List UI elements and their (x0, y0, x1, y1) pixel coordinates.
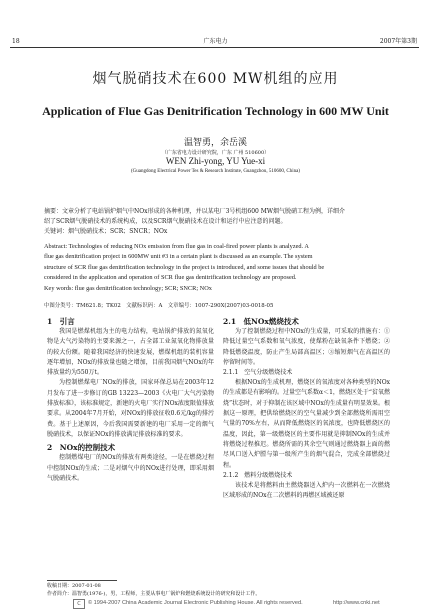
section-heading: 2.1 低NOx燃烧技术 (223, 317, 299, 326)
subsection-heading: 2.1.2 燃料分级燃烧技术 (223, 471, 293, 479)
issue-number: 2007年第3期 (379, 38, 417, 45)
keywords-label-chinese: 关键词： (44, 228, 69, 235)
journal-name: 广东电力 (203, 38, 228, 45)
footnote (47, 582, 260, 598)
left-column (47, 317, 214, 484)
affiliation-english: (Guangdong Electrical Power Tes & Research Institute, Guangzhou, 510600, China) (131, 169, 300, 174)
author-bio: 作者简介：温智勇(1976-)，男，工程师，主要从事电厂锅炉和燃烧系统设计的研究和设计工作。 (47, 591, 261, 597)
paragraph: 我国是燃煤机组为主的电力结构，电站锅炉排放的氮氧化物是大气污染物的主要来源之一，占全部工业氮氧化物排放量的较大份额。随着我国经济的快速发展，燃煤机组的装机容量逐年增加，NOx的排放量也随之增加，目前我国烟气NOx的年排放量约为550万t。 (47, 328, 214, 377)
affiliation-chinese: （广东省电力设计研究院，广东 广州 510600） (161, 150, 270, 156)
abstract-english-line: flue gas denitrification project in 600MW unit #3 in a certain plant is discussed as an example. The system (44, 253, 313, 261)
keywords-chinese: 烟气脱硝技术；SCR；SNCR；NOx (68, 228, 168, 235)
classification-line: 中图分类号：TM621.8；TK02 文献标识码：A 文章编号：1007-290X(2007)03-0018-05 (44, 303, 274, 309)
paragraph: 为控制燃煤电厂NOx的排放，国家环保总局在2003年12月发布了进一步修订的GB 13223—2003《火电厂大气污染物排放标准》，该标准规定，新建的火电厂实行NOx浓度限值排放要求。从2004年7月开始，对NOx的排放征收0.6元/kg的排污费。基于上述原因，今后我国需要新建的电厂采用一定的烟气脱硝技术，以保证NOx的排放满足排放标准的要求。 (47, 379, 214, 438)
section-heading: 2 NOx的控制技术 (47, 443, 116, 453)
abstract-english-line: structure of SCR flue gas denitrification technology in the project is introduced, and some issues that should be (44, 263, 325, 271)
footnote-rule (47, 580, 117, 581)
abstract-english (44, 242, 404, 294)
header-rule (10, 47, 419, 48)
keywords-label-english: Key words: (44, 284, 74, 292)
paragraph: 控制燃煤电厂的NOx的排放有两类途径，一是在燃烧过程中控制NOx的生成；二是对烟气中的NOx进行处理，即采用烟气脱硝技术。 (47, 454, 214, 482)
paragraph: 该技术是将燃料由主燃烧器送入炉内一次燃料在一次燃烧区域形成的NOx在二次燃料的再燃区域被还原 (223, 481, 390, 500)
page-number: 18 (12, 38, 20, 45)
abstract-chinese (44, 207, 404, 237)
authors-english: WEN Zhi-yong, YU Yue-xi (165, 156, 266, 166)
authors-chinese: 温智勇，余岳溪 (183, 138, 247, 148)
copyright-notice: © 1994-2007 China Academic Journal Electronic Publishing House. All rights reserved. (88, 600, 303, 606)
keywords-english: flue gas denitrification technology; SCR; SNCR; NOx (74, 284, 212, 292)
abstract-chinese-line: 文章分析了电站锅炉烟气中NOx形成的各种机理，并以某电厂3号机组600 MW烟气脱硝工程为例，详细介 (62, 208, 346, 215)
title-english: Application of Flue Gas Denitrification Technology in 600 MW Unit (42, 104, 389, 118)
cnki-url-link[interactable]: http://www.cnki.net (333, 600, 380, 606)
abstract-label-chinese: 摘要： (44, 208, 63, 215)
paragraph: 根据NOx的生成机理，燃烧区的氧浓度对各种类型的NOx的生成都是有影响的。过量空气系数α＜1，燃烧区处于“贫氧燃烧”状态时，对于抑制在该区域中NOx的生成量有明显效果。根据这一原理，把供给燃烧区的空气量减少到全部燃烧所需用空气量的70%左右，从而降低燃烧区的氧浓度，也降低燃烧区的温度，因此，第一级燃烧区的主要作用就是抑制NOx的生成并将燃烧过程推迟。燃烧所需的其余空气则通过燃烧器上面的燃尽风口送入炉膛与第一级所产生的烟气混合，完成全部燃烧过程。 (223, 379, 390, 469)
received-date: 收稿日期：2007-01-08 (47, 583, 101, 589)
abstract-chinese-line: 绍了SCR烟气脱硝技术的系统构成，以及SCR烟气脱硝技术在设计和运行中应注意的问题。 (44, 218, 287, 225)
abstract-english-line: Technologies of reducing NOx emission from flue gas in coal-fired power plants is analyzed. A (68, 243, 309, 250)
right-column (223, 317, 390, 501)
title-chinese: 烟气脱硝技术在600 MW机组的应用 (92, 71, 339, 87)
abstract-label-english: Abstract: (44, 243, 68, 250)
subsection-heading: 2.1.1 空气分级燃烧技术 (223, 369, 293, 377)
cnki-logo-icon: C (73, 599, 85, 609)
abstract-english-line: considered in the application and operation of SCR flue gas denitrification technology are proposed. (44, 274, 297, 282)
paragraph: 为了控制燃烧过程中NOx的生成量，可采取的措施有：①降低过量空气系数和氧气浓度，使煤粉在缺氧条件下燃烧；②降低燃烧温度，防止产生局部高温区；③缩短烟气在高温区的停留时间等。 (223, 328, 390, 366)
section-heading: 1 引言 (47, 317, 75, 326)
